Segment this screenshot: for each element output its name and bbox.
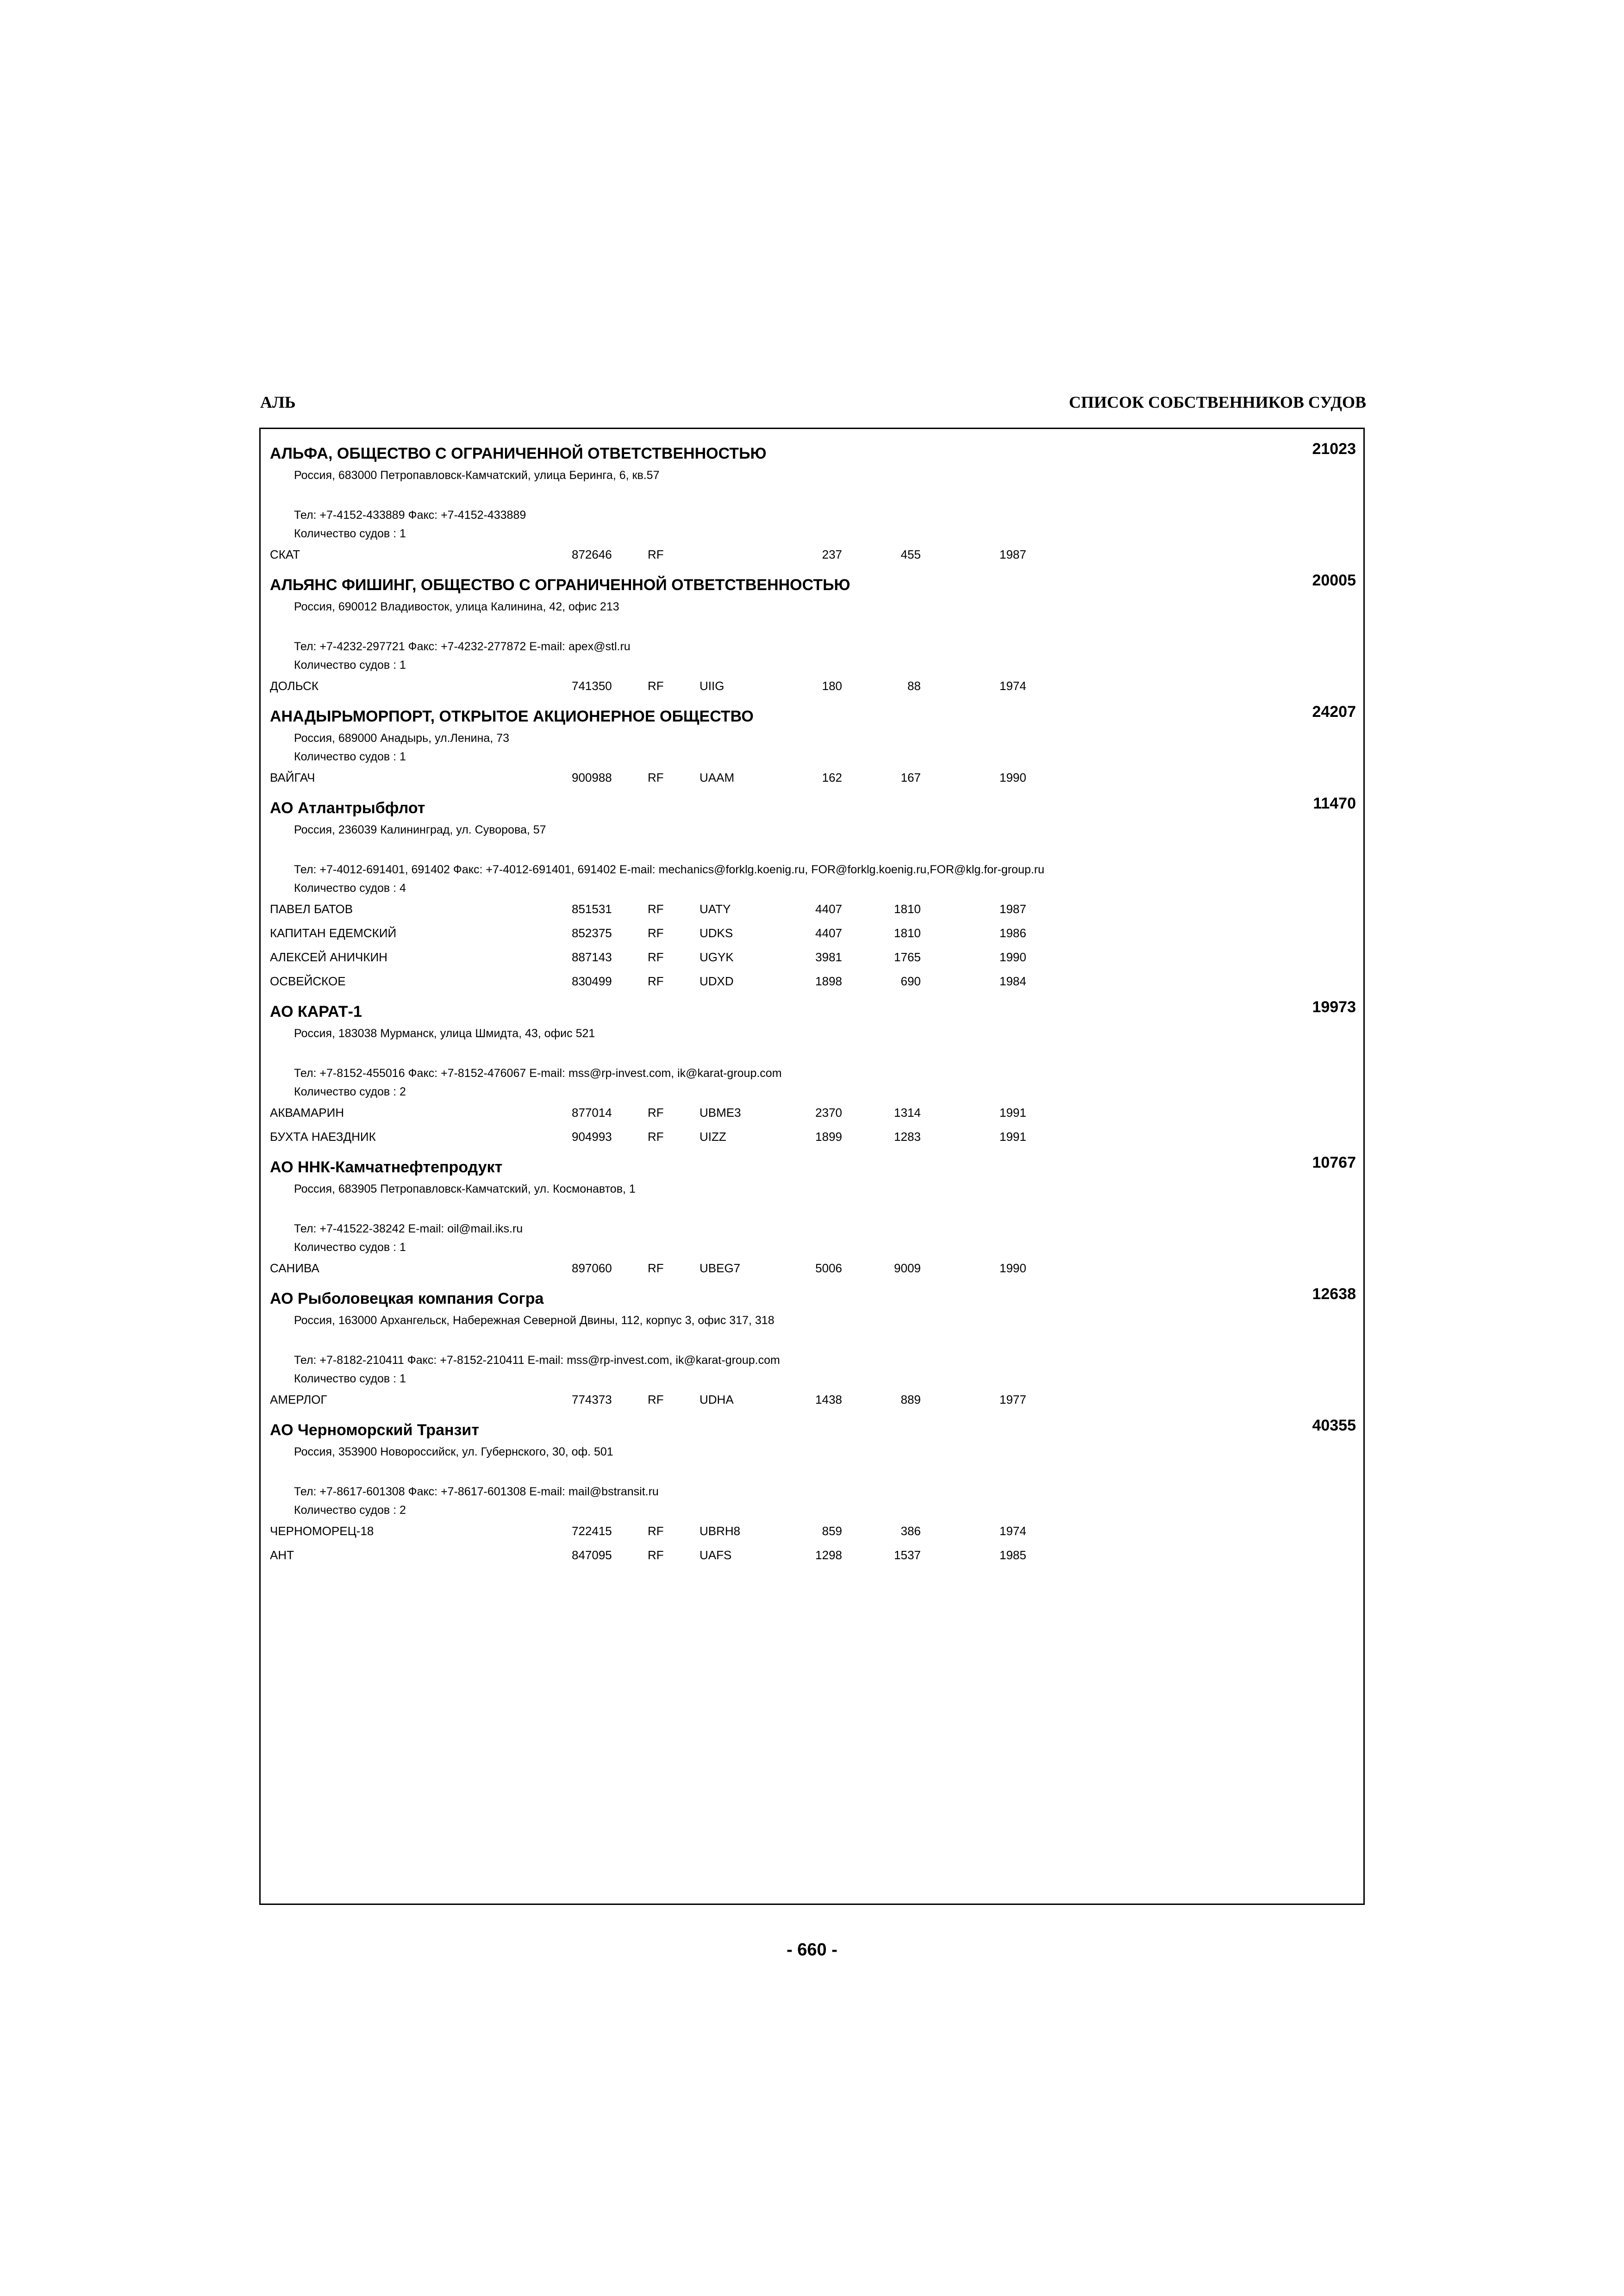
vessel-build-year: 1991 <box>999 1106 1026 1120</box>
vessel-row <box>270 945 1356 969</box>
vessel-build-year: 1990 <box>999 1261 1026 1275</box>
vessel-tonnage-gross: 4407 <box>815 902 842 916</box>
owner-code: 24207 <box>1312 703 1356 721</box>
owner-address: Россия, 163000 Архангельск, Набережная Северной Двины, 112, корпус 3, офис 317, 318 <box>294 1314 775 1327</box>
vessel-build-year: 1984 <box>999 974 1026 988</box>
vessel-tonnage-gross: 2370 <box>815 1106 842 1120</box>
spacer <box>270 1197 1356 1220</box>
owner-entry <box>270 998 1356 1148</box>
vessel-id: 877014 <box>572 1106 612 1120</box>
vessel-id: 851531 <box>572 902 612 916</box>
vessel-call-sign: UAFS <box>700 1548 732 1562</box>
vessel-build-year: 1987 <box>999 548 1026 561</box>
owner-title-row <box>270 1417 1356 1444</box>
vessel-flag: RF <box>648 1130 664 1144</box>
spacer <box>270 1042 1356 1065</box>
vessel-name: СКАТ <box>270 548 300 561</box>
vessel-tonnage-gross: 4407 <box>815 926 842 940</box>
vessel-call-sign: UGYK <box>700 950 734 964</box>
owner-contacts: Тел: +7-4232-297721 Факс: +7-4232-277872 E-mail: apex@stl.ru <box>294 640 631 653</box>
vessel-row <box>270 765 1356 789</box>
vessel-row <box>270 542 1356 566</box>
owner-entry <box>270 572 1356 697</box>
owner-title-row <box>270 440 1356 467</box>
vessel-tonnage-gross: 1438 <box>815 1393 842 1406</box>
spacer <box>270 484 1356 507</box>
vessel-row <box>270 969 1356 993</box>
vessel-flag: RF <box>648 902 664 916</box>
vessel-tonnage-dead: 455 <box>900 548 921 561</box>
vessel-build-year: 1986 <box>999 926 1026 940</box>
vessel-name: БУХТА НАЕЗДНИК <box>270 1130 376 1144</box>
vessel-id: 887143 <box>572 950 612 964</box>
vessel-id: 904993 <box>572 1130 612 1144</box>
vessel-tonnage-gross: 859 <box>822 1524 842 1538</box>
owner-code: 40355 <box>1312 1417 1356 1434</box>
vessel-flag: RF <box>648 679 664 693</box>
owner-name: АЛЬФА, ОБЩЕСТВО С ОГРАНИЧЕННОЙ ОТВЕТСТВЕННОСТЬЮ <box>270 445 767 462</box>
vessel-count: Количество судов : 1 <box>294 1372 406 1385</box>
vessel-tonnage-dead: 889 <box>900 1393 921 1406</box>
owner-address: Россия, 183038 Мурманск, улица Шмидта, 43, офис 521 <box>294 1027 595 1040</box>
vessel-flag: RF <box>648 974 664 988</box>
page-number: - 660 - <box>787 1940 837 1960</box>
vessel-name: ДОЛЬСК <box>270 679 319 693</box>
spacer <box>270 615 1356 638</box>
owner-title-row <box>270 703 1356 730</box>
vessel-tonnage-gross: 3981 <box>815 950 842 964</box>
owner-name: АО ННК-Камчатнефтепродукт <box>270 1158 503 1176</box>
owner-title-row <box>270 998 1356 1025</box>
vessel-call-sign: UIZZ <box>700 1130 726 1144</box>
vessel-count: Количество судов : 1 <box>294 659 406 672</box>
vessel-flag: RF <box>648 1548 664 1562</box>
vessel-row <box>270 921 1356 945</box>
vessel-flag: RF <box>648 1261 664 1275</box>
vessel-flag: RF <box>648 1524 664 1538</box>
owner-address: Россия, 690012 Владивосток, улица Калинина, 42, офис 213 <box>294 600 619 613</box>
vessel-id: 774373 <box>572 1393 612 1406</box>
vessel-tonnage-dead: 386 <box>900 1524 921 1538</box>
owner-code: 20005 <box>1312 572 1356 589</box>
owner-entry <box>270 1154 1356 1280</box>
vessel-row <box>270 673 1356 697</box>
vessel-row <box>270 1100 1356 1124</box>
vessel-id: 900988 <box>572 771 612 784</box>
owner-entry <box>270 1285 1356 1411</box>
vessel-name: АКВАМАРИН <box>270 1106 344 1120</box>
vessel-count: Количество судов : 1 <box>294 527 406 540</box>
vessel-row <box>270 1256 1356 1280</box>
vessel-name: АМЕРЛОГ <box>270 1393 327 1406</box>
vessel-row <box>270 1543 1356 1567</box>
vessel-build-year: 1990 <box>999 950 1026 964</box>
owner-contacts: Тел: +7-8182-210411 Факс: +7-8152-210411 E-mail: mss@rp-invest.com, ik@karat-group.com <box>294 1354 780 1367</box>
vessel-tonnage-dead: 1314 <box>894 1106 921 1120</box>
vessel-name: ОСВЕЙСКОЕ <box>270 974 346 988</box>
vessel-call-sign: UDKS <box>700 926 733 940</box>
owner-title-row <box>270 1285 1356 1312</box>
vessel-tonnage-dead: 88 <box>907 679 921 693</box>
vessel-count: Количество судов : 1 <box>294 1241 406 1254</box>
owner-code: 19973 <box>1312 998 1356 1016</box>
vessel-name: АЛЕКСЕЙ АНИЧКИН <box>270 950 387 964</box>
vessel-call-sign: UAAM <box>700 771 735 784</box>
vessel-call-sign: UBEG7 <box>700 1261 741 1275</box>
owner-title-row <box>270 1154 1356 1181</box>
owner-name: АО КАРАТ-1 <box>270 1003 362 1020</box>
vessel-call-sign: UBME3 <box>700 1106 741 1120</box>
owner-address: Россия, 353900 Новороссийск, ул. Губернского, 30, оф. 501 <box>294 1445 613 1458</box>
vessel-name: КАПИТАН ЕДЕМСКИЙ <box>270 926 397 940</box>
vessel-build-year: 1974 <box>999 679 1026 693</box>
vessel-tonnage-gross: 1898 <box>815 974 842 988</box>
vessel-id: 847095 <box>572 1548 612 1562</box>
vessel-id: 852375 <box>572 926 612 940</box>
vessel-build-year: 1974 <box>999 1524 1026 1538</box>
owner-title-row <box>270 795 1356 821</box>
owner-name: АЛЬЯНС ФИШИНГ, ОБЩЕСТВО С ОГРАНИЧЕННОЙ ОТВЕТСТВЕННОСТЬЮ <box>270 576 850 594</box>
owner-name: АО Рыболовецкая компания Согра <box>270 1290 544 1307</box>
running-header-right: СПИСОК СОБСТВЕННИКОВ СУДОВ <box>1068 393 1366 411</box>
vessel-name: САНИВА <box>270 1261 319 1275</box>
vessel-tonnage-dead: 1283 <box>894 1130 921 1144</box>
vessel-tonnage-dead: 1765 <box>894 950 921 964</box>
vessel-tonnage-dead: 167 <box>900 771 921 784</box>
vessel-call-sign: UIIG <box>700 679 725 693</box>
spacer <box>270 838 1356 861</box>
owner-address: Россия, 236039 Калининград, ул. Суворова, 57 <box>294 823 546 836</box>
vessel-build-year: 1990 <box>999 771 1026 784</box>
vessel-flag: RF <box>648 926 664 940</box>
vessel-flag: RF <box>648 1393 664 1406</box>
vessel-tonnage-gross: 237 <box>822 548 842 561</box>
owners-list <box>270 440 1356 1572</box>
owner-code: 12638 <box>1312 1285 1356 1303</box>
vessel-tonnage-dead: 1810 <box>894 926 921 940</box>
owner-entry <box>270 1417 1356 1567</box>
owner-entry <box>270 703 1356 789</box>
vessel-name: ПАВЕЛ БАТОВ <box>270 902 353 916</box>
owner-name: АНАДЫРЬМОРПОРТ, ОТКРЫТОЕ АКЦИОНЕРНОЕ ОБЩЕСТВО <box>270 708 754 725</box>
vessel-build-year: 1991 <box>999 1130 1026 1144</box>
vessel-call-sign: UDHA <box>700 1393 734 1406</box>
owner-name: АО Атлантрыбфлот <box>270 799 425 817</box>
vessel-id: 830499 <box>572 974 612 988</box>
vessel-build-year: 1987 <box>999 902 1026 916</box>
running-header-left: АЛЬ <box>260 393 296 411</box>
vessel-name: ЧЕРНОМОРЕЦ-18 <box>270 1524 374 1538</box>
vessel-tonnage-gross: 180 <box>822 679 842 693</box>
owner-address: Россия, 683905 Петропавловск-Камчатский, ул. Космонавтов, 1 <box>294 1182 636 1195</box>
vessel-id: 722415 <box>572 1524 612 1538</box>
owner-name: АО Черноморский Транзит <box>270 1421 479 1439</box>
owner-address: Россия, 689000 Анадырь, ул.Ленина, 73 <box>294 732 509 745</box>
vessel-name: АНТ <box>270 1548 294 1562</box>
vessel-row <box>270 1387 1356 1411</box>
spacer <box>270 1460 1356 1483</box>
vessel-count: Количество судов : 1 <box>294 750 406 763</box>
vessel-row <box>270 1518 1356 1543</box>
vessel-tonnage-gross: 1298 <box>815 1548 842 1562</box>
vessel-count: Количество судов : 4 <box>294 882 406 895</box>
owner-contacts: Тел: +7-8617-601308 Факс: +7-8617-601308 E-mail: mail@bstransit.ru <box>294 1485 659 1498</box>
vessel-tonnage-gross: 5006 <box>815 1261 842 1275</box>
owner-code: 10767 <box>1312 1154 1356 1171</box>
vessel-count: Количество судов : 2 <box>294 1085 406 1098</box>
vessel-name: ВАЙГАЧ <box>270 771 315 784</box>
owner-contacts: Тел: +7-41522-38242 E-mail: oil@mail.iks.ru <box>294 1222 523 1235</box>
vessel-flag: RF <box>648 548 664 561</box>
vessel-row <box>270 1124 1356 1148</box>
vessel-id: 872646 <box>572 548 612 561</box>
vessel-call-sign: UBRH8 <box>700 1524 741 1538</box>
vessel-tonnage-dead: 9009 <box>894 1261 921 1275</box>
owner-contacts: Тел: +7-4012-691401, 691402 Факс: +7-4012-691401, 691402 E-mail: mechanics@forklg.koenig.ru, FOR@forklg.koenig.ru,FOR@klg.for-group.ru <box>294 863 1044 876</box>
vessel-tonnage-gross: 1899 <box>815 1130 842 1144</box>
vessel-tonnage-gross: 162 <box>822 771 842 784</box>
vessel-tonnage-dead: 1537 <box>894 1548 921 1562</box>
owner-contacts: Тел: +7-4152-433889 Факс: +7-4152-433889 <box>294 509 526 522</box>
vessel-flag: RF <box>648 1106 664 1120</box>
vessel-flag: RF <box>648 771 664 784</box>
owner-code: 11470 <box>1313 795 1356 812</box>
owner-address: Россия, 683000 Петропавловск-Камчатский, улица Беринга, 6, кв.57 <box>294 469 660 482</box>
owner-entry <box>270 440 1356 566</box>
vessel-build-year: 1985 <box>999 1548 1026 1562</box>
spacer <box>270 1329 1356 1352</box>
vessel-call-sign: UATY <box>700 902 731 916</box>
owners-list-box <box>259 428 1365 1905</box>
vessel-flag: RF <box>648 950 664 964</box>
owner-contacts: Тел: +7-8152-455016 Факс: +7-8152-476067 E-mail: mss@rp-invest.com, ik@karat-group.com <box>294 1067 782 1080</box>
vessel-build-year: 1977 <box>999 1393 1026 1406</box>
vessel-row <box>270 896 1356 921</box>
vessel-id: 897060 <box>572 1261 612 1275</box>
vessel-tonnage-dead: 1810 <box>894 902 921 916</box>
vessel-id: 741350 <box>572 679 612 693</box>
vessel-call-sign: UDXD <box>700 974 734 988</box>
owner-code: 21023 <box>1312 440 1356 458</box>
owner-title-row <box>270 572 1356 598</box>
owner-entry <box>270 795 1356 993</box>
vessel-count: Количество судов : 2 <box>294 1504 406 1517</box>
vessel-tonnage-dead: 690 <box>900 974 921 988</box>
